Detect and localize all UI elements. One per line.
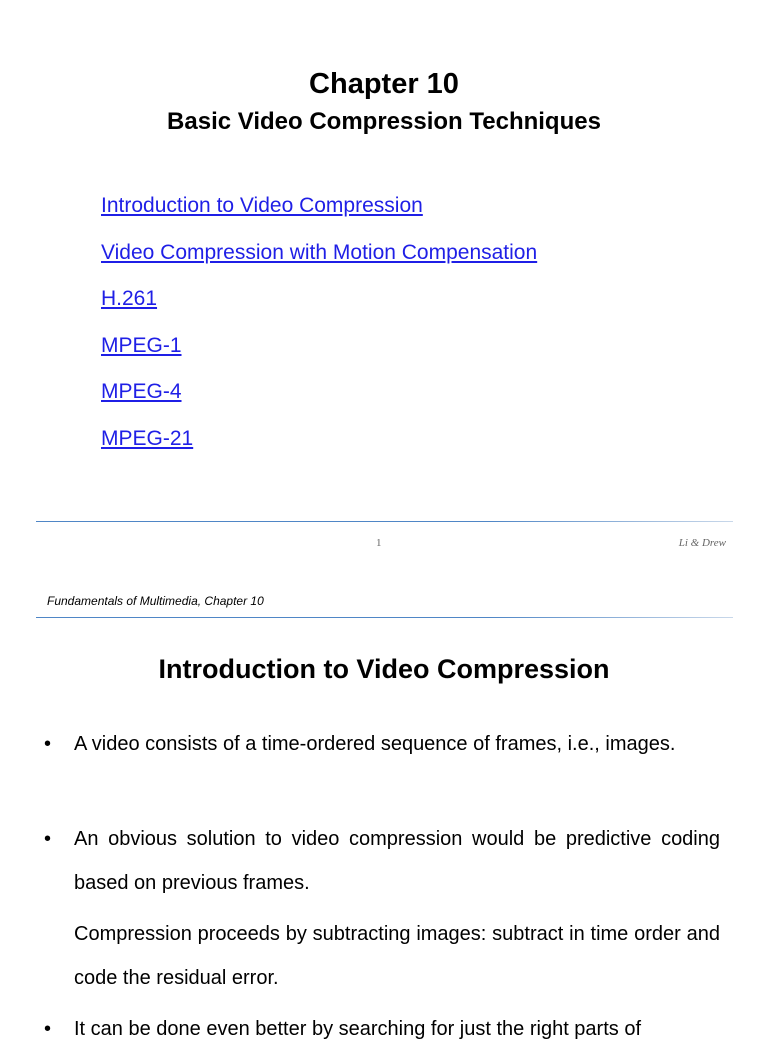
toc-item — [101, 283, 537, 330]
bullet-marker: • — [44, 733, 52, 755]
footer-divider — [36, 521, 733, 522]
bullet-text: It can be done even better by searching for just the right parts of — [74, 1018, 642, 1040]
toc-item — [101, 237, 537, 284]
toc-link-mpeg21[interactable]: MPEG-21 — [101, 426, 194, 450]
bullet-continuation-text: Compression proceeds by subtracting images: subtract in time order and code the residual error. — [74, 923, 720, 989]
chapter-title: Chapter 10 — [309, 68, 459, 100]
toc-item — [101, 376, 537, 423]
toc-link-motion-compensation[interactable]: Video Compression with Motion Compensation — [101, 240, 538, 264]
section-title: Introduction to Video Compression — [158, 654, 610, 684]
chapter-subtitle: Basic Video Compression Techniques — [167, 108, 601, 135]
bullet-marker: • — [44, 1018, 52, 1040]
table-of-contents — [101, 190, 537, 469]
toc-link-mpeg1[interactable]: MPEG-1 — [101, 333, 182, 357]
authors-credit: Li & Drew — [678, 537, 726, 549]
toc-item — [101, 423, 537, 470]
bullet-text: An obvious solution to video compression would be predictive coding based on previous frames. — [74, 828, 720, 894]
book-header: Fundamentals of Multimedia, Chapter 10 — [47, 594, 264, 608]
bullet-marker: • — [44, 828, 52, 850]
page-number: 1 — [376, 537, 382, 549]
header-divider — [36, 617, 733, 618]
toc-link-introduction[interactable]: Introduction to Video Compression — [101, 194, 423, 217]
toc-link-h261[interactable]: H.261 — [101, 287, 158, 310]
toc-item — [101, 330, 537, 377]
bullet-text: A video consists of a time-ordered sequence of frames, i.e., images. — [74, 733, 676, 755]
toc-item — [101, 190, 537, 237]
toc-link-mpeg4[interactable]: MPEG-4 — [101, 380, 182, 403]
